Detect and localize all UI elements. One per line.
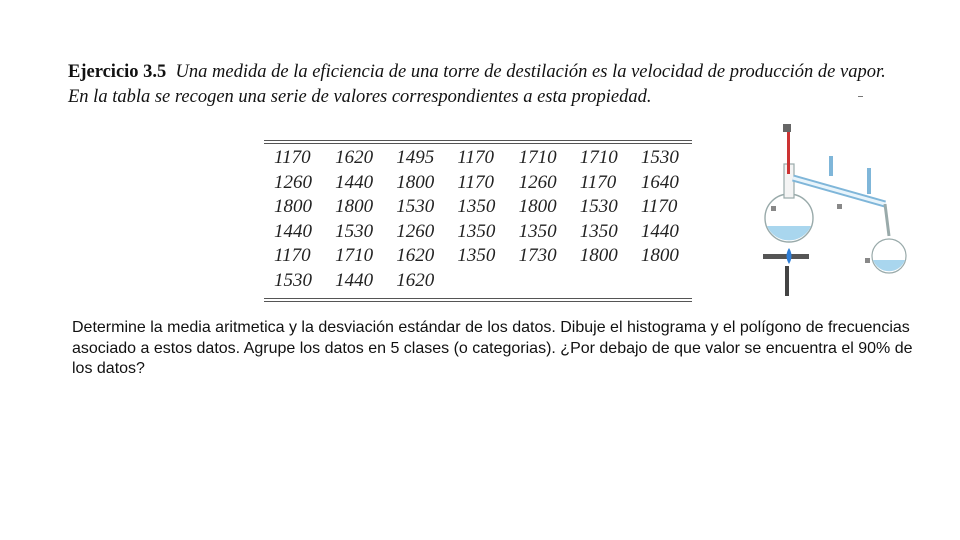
table-cell: 1170	[274, 147, 311, 168]
table-cell: 1260	[396, 220, 435, 242]
table-cell: 1260	[518, 171, 557, 193]
table-cell: 1800	[579, 245, 618, 266]
table-cell: 1620	[335, 147, 374, 168]
table-cell: 1800	[274, 196, 312, 217]
exercise-heading	[68, 60, 898, 110]
table-cell	[631, 269, 692, 294]
table-cell: 1350	[518, 220, 557, 242]
table-row	[264, 220, 692, 245]
table-cell: 1170	[579, 171, 617, 193]
data-table-body	[264, 146, 692, 293]
table-cell: 1170	[457, 171, 495, 193]
table-row	[264, 244, 692, 269]
table-cell: 1170	[640, 196, 678, 217]
table-cell: 1530	[640, 147, 679, 168]
table-row	[264, 146, 692, 171]
table-cell: 1530	[274, 269, 312, 291]
table-top-rule	[264, 140, 692, 141]
table-cell	[447, 269, 508, 294]
table-cell: 1350	[579, 220, 618, 242]
table-cell: 1530	[396, 196, 435, 217]
table-cell: 1710	[518, 147, 557, 168]
table-cell: 1440	[335, 171, 374, 193]
table-cell: 1350	[457, 196, 496, 217]
table-cell: 1800	[396, 171, 435, 193]
table-cell: 1620	[396, 269, 435, 291]
table-row	[264, 195, 692, 220]
table-cell: 1730	[518, 245, 557, 266]
table-cell: 1800	[640, 245, 679, 266]
table-cell: 1440	[335, 269, 374, 291]
table-cell: 1350	[457, 220, 496, 242]
table-cell: 1530	[335, 220, 374, 242]
table-cell: 1350	[457, 245, 496, 266]
table-top-rule-2	[264, 143, 692, 144]
table-cell	[570, 269, 631, 294]
table-cell: 1530	[579, 196, 618, 217]
question-text: Determine la media aritmetica y la desviación estándar de los datos. Dibuje el histograma y el polígono de frecuencias asociado a estos datos. Agrupe los datos en 5 clases (o categorias). ¿Por debajo de que valor se encuentra el 90% de los datos?	[72, 319, 913, 377]
table-cell: 1710	[579, 147, 618, 168]
table-cell: 1640	[640, 171, 679, 193]
table-row	[264, 171, 692, 196]
stray-mark	[858, 96, 863, 97]
distillation-apparatus-icon	[755, 118, 915, 298]
table-bottom-rule-2	[264, 301, 692, 302]
table-cell	[509, 269, 570, 294]
exercise-statement: Una medida de la eficiencia de una torre de destilación es la velocidad de producción de vapor. En la tabla se recogen una serie de valores correspondientes a esta propiedad.	[68, 62, 886, 107]
exercise-label: Ejercicio 3.5	[68, 62, 167, 82]
table-row	[264, 269, 692, 294]
table-cell: 1620	[396, 245, 435, 266]
table-cell: 1800	[335, 196, 374, 217]
table-cell: 1170	[274, 245, 311, 266]
table-cell: 1440	[640, 220, 679, 242]
table-cell: 1440	[274, 220, 312, 242]
table-cell: 1170	[457, 147, 495, 168]
table-cell: 1260	[274, 171, 312, 193]
table-cell: 1710	[335, 245, 374, 266]
data-table	[264, 140, 692, 302]
table-bottom-rule	[264, 298, 692, 299]
table-cell: 1495	[396, 147, 435, 168]
table-cell: 1800	[518, 196, 557, 217]
